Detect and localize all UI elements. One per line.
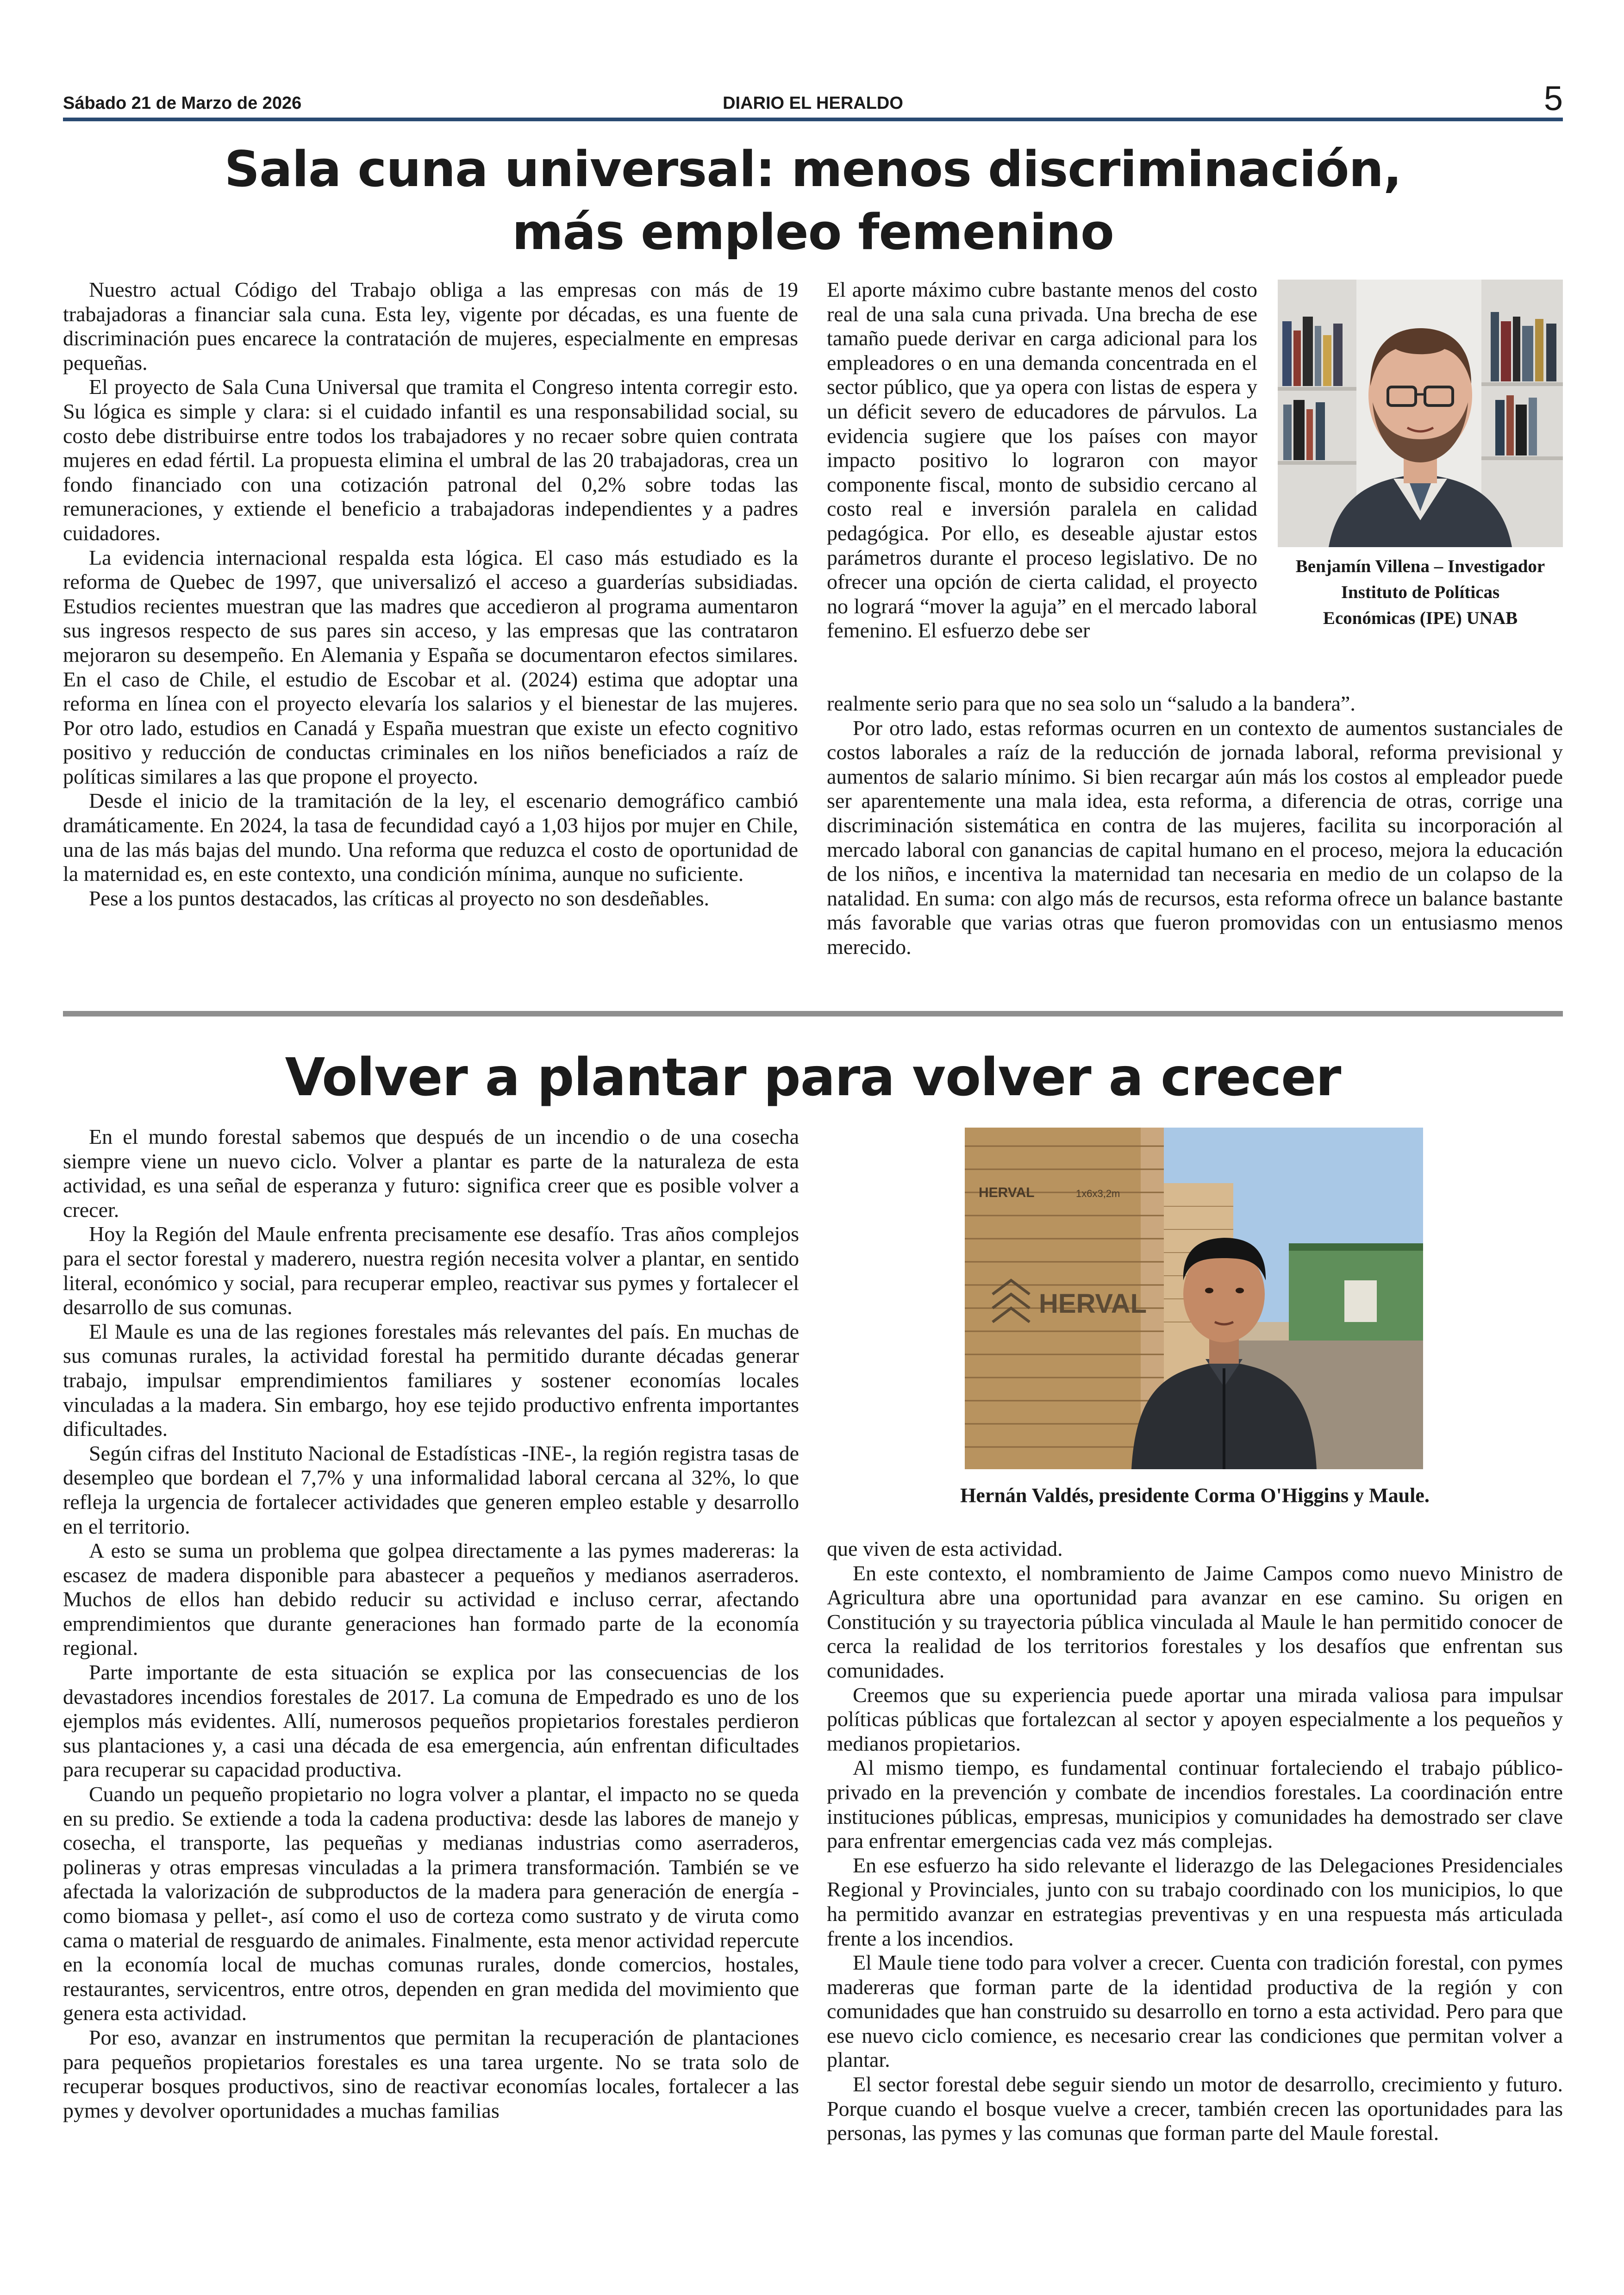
article2-paragraph: A esto se suma un problema que golpea directamente a las pymes madereras: la escasez de madera disponible para abastecer a pequeños y medianos aserraderos. Muchos de ellos han debido reducir su actividad e incluso cerrar, afectando emprendimientos que durante generaciones han formado parte de la economía regional. <box>63 1539 799 1660</box>
article2-paragraph: En este contexto, el nombramiento de Jaime Campos como nuevo Ministro de Agricultura abre una oportunidad para avanzar en ese camino. Su origen en Constitución y su trayectoria pública vinculada al Maule le han permitido conocer de cerca la realidad de los territorios forestales y los desafíos que enfrentan sus comunidades. <box>827 1561 1563 1682</box>
article2-paragraph: En el mundo forestal sabemos que después de un incendio o de una cosecha siempre viene un nuevo ciclo. Volver a plantar es parte de la naturaleza de esta actividad, es una señal de esperanza y futuro: significa creer que es posible volver a crecer. <box>63 1125 799 1222</box>
article1-paragraph: Por otro lado, estas reformas ocurren en un contexto de aumentos sustanciales de costos laborales a raíz de la reducción de jornada laboral, reforma previsional y aumentos de salario mínimo. Si bien recargar aún más los costos al empleador puede ser aparentemente una mala idea, esta reforma, a diferencia de otras, corrige una discriminación sistemática en contra de las mujeres, facilita su incorporación al mercado laboral con ganancias de capital humano en el proceso, mejora la educación de los niños, e incentiva la maternidad tan necesaria en medio de un colapso de la natalidad. En suma: con algo más de recursos, esta reforma ofrece un balance bastante más favorable que varias otras que fueron promovidas con un entusiasmo menos merecido. <box>827 716 1563 959</box>
article2-paragraph: En ese esfuerzo ha sido relevante el liderazgo de las Delegaciones Presidenciales Regional y Provinciales, junto con su trabajo coordinado con los municipios, lo que ha permitido avanzar en estrategias preventivas y en una respuesta más articulada frente a los incendios. <box>827 1853 1563 1950</box>
article2-paragraph: Hoy la Región del Maule enfrenta precisamente ese desafío. Tras años complejos para el sector forestal y maderero, nuestra región necesita volver a plantar, en sentido literal, económico y social, para recuperar empleo, reactivar sus pymes y fortalecer el desarrollo de sus comunas. <box>63 1222 799 1319</box>
article2-paragraph: El Maule es una de las regiones forestales más relevantes del país. En muchas de sus comunas rurales, la actividad forestal ha permitido durante décadas generar trabajo, impulsar emprendimientos familiares y sostener economías locales vinculadas a la madera. Sin embargo, hoy ese tejido productivo enfrenta importantes dificultades. <box>63 1319 799 1441</box>
caption-line: Benjamín Villena – Investigador <box>1295 556 1545 576</box>
caption-line: Instituto de Políticas <box>1341 582 1500 602</box>
author-photo-caption <box>1268 554 1572 631</box>
author-photo-benjamin-villena <box>1278 280 1563 547</box>
issue-date: Sábado 21 de Marzo de 2026 <box>63 94 302 113</box>
article1-headline-line2: más empleo femenino <box>512 204 1114 261</box>
article2-paragraph: Parte importante de esta situación se explica por las consecuencias de los devastadores incendios forestales de 2017. La comuna de Empedrado es uno de los ejemplos más evidentes. Allí, numerosos pequeños propietarios forestales perdieron sus plantaciones y, a casi una década de esa emergencia, aún enfrentan dificultades para recuperar su capacidad productiva. <box>63 1660 799 1782</box>
photo-illustration <box>965 1128 1423 1469</box>
author-photo-hernan-valdes <box>965 1128 1423 1469</box>
article1-right-column-top <box>827 278 1257 690</box>
article2-paragraph: Creemos que su experiencia puede aportar una mirada valiosa para impulsar políticas públicas que fortalezcan al sector y apoyen especialmente a los pequeños y medianos propietarios. <box>827 1683 1563 1755</box>
lumber-label-large: HERVAL <box>1039 1289 1147 1319</box>
portrait-illustration <box>1278 280 1563 547</box>
article1-headline <box>63 138 1563 264</box>
article1-left-column <box>63 278 798 995</box>
newspaper-name: DIARIO EL HERALDO <box>723 94 903 113</box>
header-rule <box>63 118 1563 121</box>
page-number: 5 <box>1543 79 1563 118</box>
article2-right-column <box>827 1537 1563 2208</box>
article1-paragraph: El proyecto de Sala Cuna Universal que tramita el Congreso intenta corregir esto. Su lógica es simple y clara: si el cuidado infantil es una responsabilidad social, su costo debe distribuirse entre todos los trabajadores y no recaer sobre quien contrata mujeres en edad fértil. La propuesta elimina el umbral de las 20 trabajadoras, crea un fondo financiado con una cotización patronal del 0,2% sobre todas las remuneraciones, y extiende el beneficio a trabajadoras independientes y a padres cuidadores. <box>63 375 798 545</box>
article1-paragraph: realmente serio para que no sea solo un “saludo a la bandera”. <box>827 692 1355 715</box>
article2-paragraph: El sector forestal debe seguir siendo un motor de desarrollo, crecimiento y futuro. Porque cuando el bosque vuelve a crecer, también crecen las oportunidades para las personas, las pymes y las comunas que forman parte del Maule forestal. <box>827 2072 1563 2145</box>
article2-paragraph: El Maule tiene todo para volver a crecer. Cuenta con tradición forestal, con pymes madereras que forman parte de la identidad productiva de la región y con comunidades que han construido su desarrollo en torno a esta actividad. Pero para que ese nuevo ciclo comience, es necesario crear las condiciones que permitan volver a plantar. <box>827 1951 1563 2072</box>
article1-paragraph: El aporte máximo cubre bastante menos del costo real de una sala cuna privada. Una brecha de ese tamaño puede derivar en carga adicional para los empleadores o en una demanda concentrada en el sector público, que ya opera con listas de espera y un déficit severo de educadores de párvulos. La evidencia sugiere que los países con mayor impacto positivo lo lograron con mayor componente fiscal, monto de subsidio cercano al costo real e inversión paralela en calidad pedagógica. Por ello, es deseable ajustar estos parámetros durante el proceso legislativo. De no ofrecer una opción de cierta calidad, el proyecto no logrará “mover la aguja” en el mercado laboral femenino. El esfuerzo debe ser <box>827 278 1257 642</box>
article1-paragraph: Pese a los puntos destacados, las críticas al proyecto no son desdeñables. <box>89 886 710 910</box>
caption-line: Económicas (IPE) UNAB <box>1323 608 1518 628</box>
author-photo-caption: Hernán Valdés, presidente Corma O'Higgins y Maule. <box>960 1484 1430 1507</box>
article1-paragraph: Nuestro actual Código del Trabajo obliga a las empresas con más de 19 trabajadoras a financiar sala cuna. Esta ley, vigente por décadas, es una fuente de discriminación pues encarece la contratación de mujeres, especialmente en empresas pequeñas. <box>63 278 798 374</box>
lumber-label-small: HERVAL <box>979 1185 1035 1200</box>
article-divider <box>63 1011 1563 1017</box>
article2-paragraph: Al mismo tiempo, es fundamental continuar fortaleciendo el trabajo público-privado en la prevención y combate de incendios forestales. La coordinación entre instituciones públicas, empresas, municipios y comunidades ha demostrado ser clave para enfrentar emergencias cada vez más complejas. <box>827 1756 1563 1853</box>
lumber-size-label: 1x6x3,2m <box>1076 1188 1120 1199</box>
article2-paragraph: que viven de esta actividad. <box>827 1537 1063 1560</box>
article1-headline-line1: Sala cuna universal: menos discriminación, <box>224 141 1402 198</box>
article1-paragraph: Desde el inicio de la tramitación de la ley, el escenario demográfico cambió dramáticamente. En 2024, la tasa de fecundidad cayó a 1,03 hijos por mujer en Chile, una de las más bajas del mundo. Una reforma que reduzca el costo de oportunidad de la maternidad es, en este contexto, una condición mínima, aunque no suficiente. <box>63 789 798 886</box>
article2-paragraph: Por eso, avanzar en instrumentos que permitan la recuperación de plantaciones para pequeños propietarios forestales es una tarea urgente. No se trata solo de recuperar bosques productivos, sino de reactivar economías locales, fortalecer a las pymes y devolver oportunidades a muchas familias <box>63 2025 799 2122</box>
article2-headline: Volver a plantar para volver a crecer <box>285 1048 1341 1108</box>
article1-paragraph: La evidencia internacional respalda esta lógica. El caso más estudiado es la reforma de Quebec de 1997, que universalizó el acceso a guarderías subsidiadas. Estudios recientes muestran que las madres que accedieron al programa aumentaron sus ingresos respecto de sus pares sin acceso, y las empresas que las contrataron mejoraron su desempeño. En Alemania y España se documentaron efectos similares. En el caso de Chile, el estudio de Escobar et al. (2024) estima que adoptar una reforma en línea con el proyecto elevaría los salarios y el bienestar de las mujeres. Por otro lado, estudios en Canadá y España muestran que existe un efecto cognitivo positivo y reducción de conductas criminales en los niños beneficiados a raíz de políticas similares a las que propone el proyecto. <box>63 545 798 788</box>
article2-paragraph: Según cifras del Instituto Nacional de Estadísticas -INE-, la región registra tasas de desempleo que bordean el 7,7% y una informalidad laboral cercana al 32%, lo que refleja la urgencia de fortalecer actividades que generen empleo estable y desarrollo en el territorio. <box>63 1441 799 1538</box>
article1-right-column-bottom <box>827 692 1563 995</box>
article2-left-column <box>63 1125 799 2203</box>
article2-paragraph: Cuando un pequeño propietario no logra volver a plantar, el impacto no se queda en su predio. Se extiende a toda la cadena productiva: desde las labores de manejo y cosecha, el transporte, las pequeñas y medianas industrias como aserraderos, polineras y otras empresas vinculadas a la primera transformación. También se ve afectada la valorización de subproductos de la madera para generación de energía -como biomasa y pellet-, así como el uso de corteza como sustrato y de viruta como cama o material de resguardo de animales. Finalmente, esta menor actividad repercute en la economía local de muchas comunas rurales, donde comercios, hostales, restaurantes, servicentros, entre otros, dependen en gran medida del movimiento que genera esta actividad. <box>63 1782 799 2025</box>
page-header <box>63 79 1563 120</box>
